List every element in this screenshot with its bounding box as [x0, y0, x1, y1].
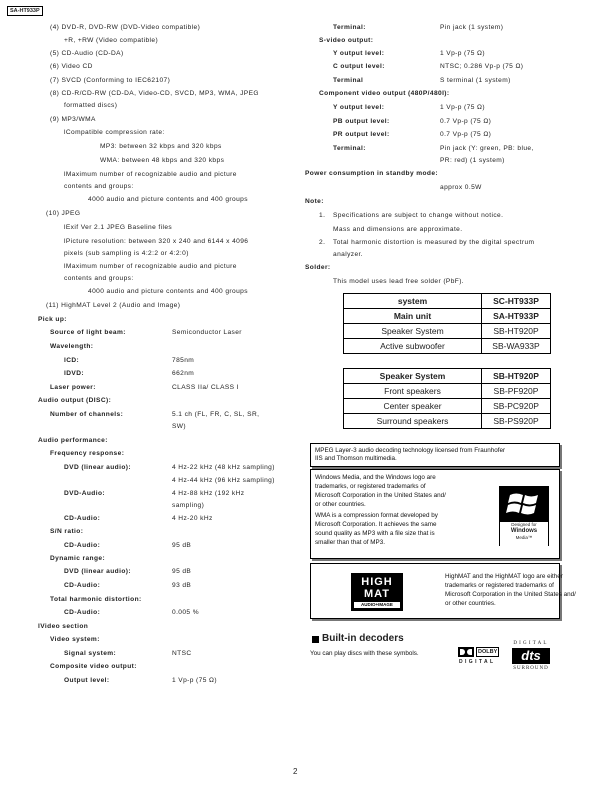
- square-bullet-icon: [312, 636, 319, 643]
- windows-notice-line: smaller than that of MP3.: [315, 539, 385, 546]
- page-number: 2: [293, 767, 298, 776]
- spec-value: 5.1 ch (FL, FR, C, SL, SR,: [172, 411, 260, 418]
- spec-value: 0.005 %: [172, 609, 199, 616]
- dts-digital-surround-logo: [508, 640, 554, 674]
- spec-label: lDVD:: [64, 370, 84, 377]
- dolby-double-d-icon: [458, 647, 474, 657]
- spec-value: (10) JPEG: [46, 210, 81, 217]
- spec-value: contents and groups:: [64, 183, 134, 190]
- decoders-heading: Built-in decoders: [322, 633, 404, 644]
- mpeg-license-notice: [310, 443, 560, 467]
- spec-value: (7) SVCD (Conforming to IEC62107): [50, 77, 171, 84]
- table-cell: Active subwoofer: [344, 339, 482, 354]
- highmat-notice-line: trademarks or registered trademarks of: [445, 582, 554, 589]
- dts-bottom-text: SURROUND: [513, 666, 549, 671]
- spec-value: WMA: between 48 kbps and 320 kbps: [100, 157, 225, 164]
- spec-value: lMaximum number of recognizable audio and picture: [64, 171, 237, 178]
- dts-wordmark: dts: [512, 648, 550, 664]
- spec-label: PR output level:: [333, 131, 390, 138]
- spec-value: Semiconductor Laser: [172, 329, 242, 336]
- spec-value: S terminal (1 system): [440, 77, 511, 84]
- spec-value: analyzer.: [333, 251, 363, 258]
- highmat-logo-line1: HIGH: [361, 576, 393, 588]
- logo-caption-top: Designed for: [511, 522, 537, 527]
- spec-value: 4 Hz-22 kHz (48 kHz sampling): [172, 464, 275, 471]
- table-cell: Speaker System: [344, 324, 482, 339]
- spec-label: Power consumption in standby mode:: [305, 170, 439, 177]
- spec-label: CD-Audio:: [64, 515, 101, 522]
- windows-notice-line: sound quality as MP3 with a file size that is: [315, 530, 435, 537]
- spec-label: Total harmonic distortion:: [50, 596, 142, 603]
- spec-label: Pick up:: [38, 316, 67, 323]
- highmat-logo-line2: MAT: [363, 588, 390, 600]
- table-cell: SB-WA933P: [482, 339, 551, 354]
- spec-value: +R, +RW (Video compatible): [64, 37, 159, 44]
- spec-value: pixels (sub sampling is 4:2:2 or 4:2:0): [64, 250, 189, 257]
- spec-label: Laser power:: [50, 384, 96, 391]
- spec-value: 93 dB: [172, 582, 192, 589]
- spec-value: lCompatible compression rate:: [64, 129, 165, 136]
- spec-label: Audio output (DISC):: [38, 397, 112, 404]
- highmat-notice-line: Microsoft Corporation in the United States and/: [445, 591, 576, 598]
- spec-value: lMaximum number of recognizable audio and picture: [64, 263, 237, 270]
- spec-value: 662nm: [172, 370, 195, 377]
- spec-value: formatted discs): [64, 102, 118, 109]
- spec-label: Dynamic range:: [50, 555, 106, 562]
- spec-value: Total harmonic distortion is measured by the digital spectrum: [333, 239, 535, 246]
- spec-value: Mass and dimensions are approximate.: [333, 226, 463, 233]
- table-row: [344, 399, 551, 414]
- table-row: [344, 384, 551, 399]
- table-cell: SB-PC920P: [482, 399, 551, 414]
- windows-notice-line: Windows Media, and the Windows logo are: [315, 474, 436, 481]
- spec-value: 0.7 Vp-p (75 Ω): [440, 131, 492, 138]
- dolby-digital-logo: [458, 647, 502, 667]
- logo-caption-sub: Media™: [515, 535, 533, 540]
- table-cell: SC-HT933P: [482, 294, 551, 309]
- spec-label: S/N ratio:: [50, 528, 84, 535]
- windows-media-logo: [499, 486, 549, 546]
- table-cell: Main unit: [344, 309, 482, 324]
- spec-value: 1.: [319, 212, 326, 219]
- spec-label: Video system:: [50, 636, 100, 643]
- system-models-table: [343, 293, 551, 354]
- spec-value: 1 Vp-p (75 Ω): [440, 50, 485, 57]
- table-row: [344, 339, 551, 354]
- spec-label: Solder:: [305, 264, 331, 271]
- spec-label: Signal system:: [64, 650, 117, 657]
- spec-value: 1 Vp-p (75 Ω): [440, 104, 485, 111]
- spec-value: 0.7 Vp-p (75 Ω): [440, 118, 492, 125]
- spec-value: (5) CD-Audio (CD-DA): [50, 50, 124, 57]
- windows-notice-line: Microsoft Corporation in the United States and/: [315, 492, 446, 499]
- spec-value: NTSC: [172, 650, 192, 657]
- highmat-logo: [351, 573, 403, 611]
- spec-label: Y output level:: [333, 104, 385, 111]
- spec-label: Terminal:: [333, 145, 366, 152]
- table-cell: SA-HT933P: [482, 309, 551, 324]
- spec-value: approx 0.5W: [440, 184, 482, 191]
- logo-caption-main: Windows: [510, 528, 538, 534]
- spec-label: Wavelength:: [50, 343, 94, 350]
- spec-value: 2.: [319, 239, 326, 246]
- windows-notice-line: Microsoft Corporation. It achieves the same: [315, 521, 437, 528]
- spec-label: Note:: [305, 198, 324, 205]
- dolby-digital-text: DIGITAL: [459, 659, 496, 665]
- spec-value: CLASS IIa/ CLASS I: [172, 384, 239, 391]
- spec-label: lVideo section: [38, 623, 89, 630]
- spec-value: This model uses lead free solder (PbF).: [333, 278, 465, 285]
- decoders-text: You can play discs with these symbols.: [310, 650, 419, 657]
- model-tag: SA-HT933P: [7, 6, 43, 16]
- spec-label: lCD:: [64, 357, 80, 364]
- windows-notice-line: WMA is a compression format developed by: [315, 512, 438, 519]
- spec-label: PB output level:: [333, 118, 390, 125]
- highmat-notice-line: or other countries.: [445, 600, 496, 607]
- mpeg-notice-line: IIS and Thomson multimedia.: [315, 455, 397, 462]
- highmat-notice-line: HighMAT and the HighMAT logo are either: [445, 573, 563, 580]
- spec-value: PR: red) (1 system): [440, 157, 505, 164]
- table-cell: SB-HT920P: [482, 324, 551, 339]
- spec-value: 4000 audio and picture contents and 400 groups: [88, 196, 248, 203]
- table-cell: Center speaker: [344, 399, 482, 414]
- windows-logo-caption: [500, 521, 548, 546]
- spec-value: 4 Hz-88 kHz (192 kHz: [172, 490, 245, 497]
- spec-value: 1 Vp-p (75 Ω): [172, 677, 217, 684]
- spec-label: Y output level:: [333, 50, 385, 57]
- spec-label: CD-Audio:: [64, 582, 101, 589]
- table-row: [344, 309, 551, 324]
- spec-label: Terminal:: [333, 24, 366, 31]
- table-cell: Surround speakers: [344, 414, 482, 429]
- spec-label: Terminal: [333, 77, 364, 84]
- dolby-wordmark: DOLBY: [478, 649, 498, 655]
- table-cell: SB-HT920P: [482, 369, 551, 384]
- spec-value: lExif Ver 2.1 JPEG Baseline files: [64, 224, 173, 231]
- spec-label: Output level:: [64, 677, 110, 684]
- spec-value: (11) HighMAT Level 2 (Audio and Image): [46, 302, 181, 309]
- spec-value: lPicture resolution: between 320 x 240 and 6144 x 4096: [64, 238, 249, 245]
- spec-label: Audio performance:: [38, 437, 108, 444]
- table-cell: Front speakers: [344, 384, 482, 399]
- table-row: [344, 369, 551, 384]
- spec-value: (8) CD-R/CD-RW (CD-DA, Video-CD, SVCD, MP3, WMA, JPEG: [50, 90, 259, 97]
- spec-label: DVD (linear audio):: [64, 464, 131, 471]
- mpeg-notice-line: MPEG Layer-3 audio decoding technology licensed from Fraunhofer: [315, 447, 506, 454]
- table-row: [344, 324, 551, 339]
- spec-label: S-video output:: [319, 37, 374, 44]
- windows-flag-icon: [500, 487, 548, 521]
- spec-value: 4 Hz-44 kHz (96 kHz sampling): [172, 477, 275, 484]
- windows-media-notice: [310, 469, 560, 559]
- table-cell: SB-PS920P: [482, 414, 551, 429]
- spec-label: Component video output (480P/480I):: [319, 90, 450, 97]
- spec-label: CD-Audio:: [64, 609, 101, 616]
- spec-value: contents and groups:: [64, 275, 134, 282]
- windows-notice-line: or other countries.: [315, 501, 366, 508]
- table-row: [344, 414, 551, 429]
- spec-value: NTSC; 0.286 Vp-p (75 Ω): [440, 63, 524, 70]
- highmat-notice: [310, 563, 576, 619]
- spec-label: Source of light beam:: [50, 329, 126, 336]
- table-cell: SB-PF920P: [482, 384, 551, 399]
- spec-label: Frequency response:: [50, 450, 125, 457]
- spec-label: Composite video output:: [50, 663, 137, 670]
- spec-value: 4000 audio and picture contents and 400 groups: [88, 288, 248, 295]
- spec-value: SW): [172, 423, 187, 430]
- table-cell: system: [344, 294, 482, 309]
- spec-value: (9) MP3/WMA: [50, 116, 96, 123]
- spec-label: DVD (linear audio):: [64, 568, 131, 575]
- spec-value: Specifications are subject to change without notice.: [333, 212, 504, 219]
- spec-value: (6) Video CD: [50, 63, 93, 70]
- highmat-logo-line3: AUDIO+IMAGE: [354, 602, 400, 608]
- speaker-models-table: [343, 368, 551, 429]
- spec-label: DVD-Audio:: [64, 490, 105, 497]
- table-cell: Speaker System: [344, 369, 482, 384]
- spec-value: 95 dB: [172, 568, 192, 575]
- spec-label: CD-Audio:: [64, 542, 101, 549]
- spec-value: 4 Hz-20 kHz: [172, 515, 213, 522]
- spec-value: 95 dB: [172, 542, 192, 549]
- spec-value: sampling): [172, 502, 205, 509]
- table-row: [344, 294, 551, 309]
- spec-value: 785nm: [172, 357, 195, 364]
- dts-top-text: DIGITAL: [513, 641, 549, 646]
- spec-value: Pin jack (1 system): [440, 24, 504, 31]
- spec-value: (4) DVD-R, DVD-RW (DVD-Video compatible): [50, 24, 201, 31]
- spec-label: C output level:: [333, 63, 385, 70]
- spec-value: Pin jack (Y: green, PB: blue,: [440, 145, 534, 152]
- windows-notice-line: trademarks, or registered trademarks of: [315, 483, 426, 490]
- spec-value: MP3: between 32 kbps and 320 kbps: [100, 143, 222, 150]
- spec-label: Number of channels:: [50, 411, 124, 418]
